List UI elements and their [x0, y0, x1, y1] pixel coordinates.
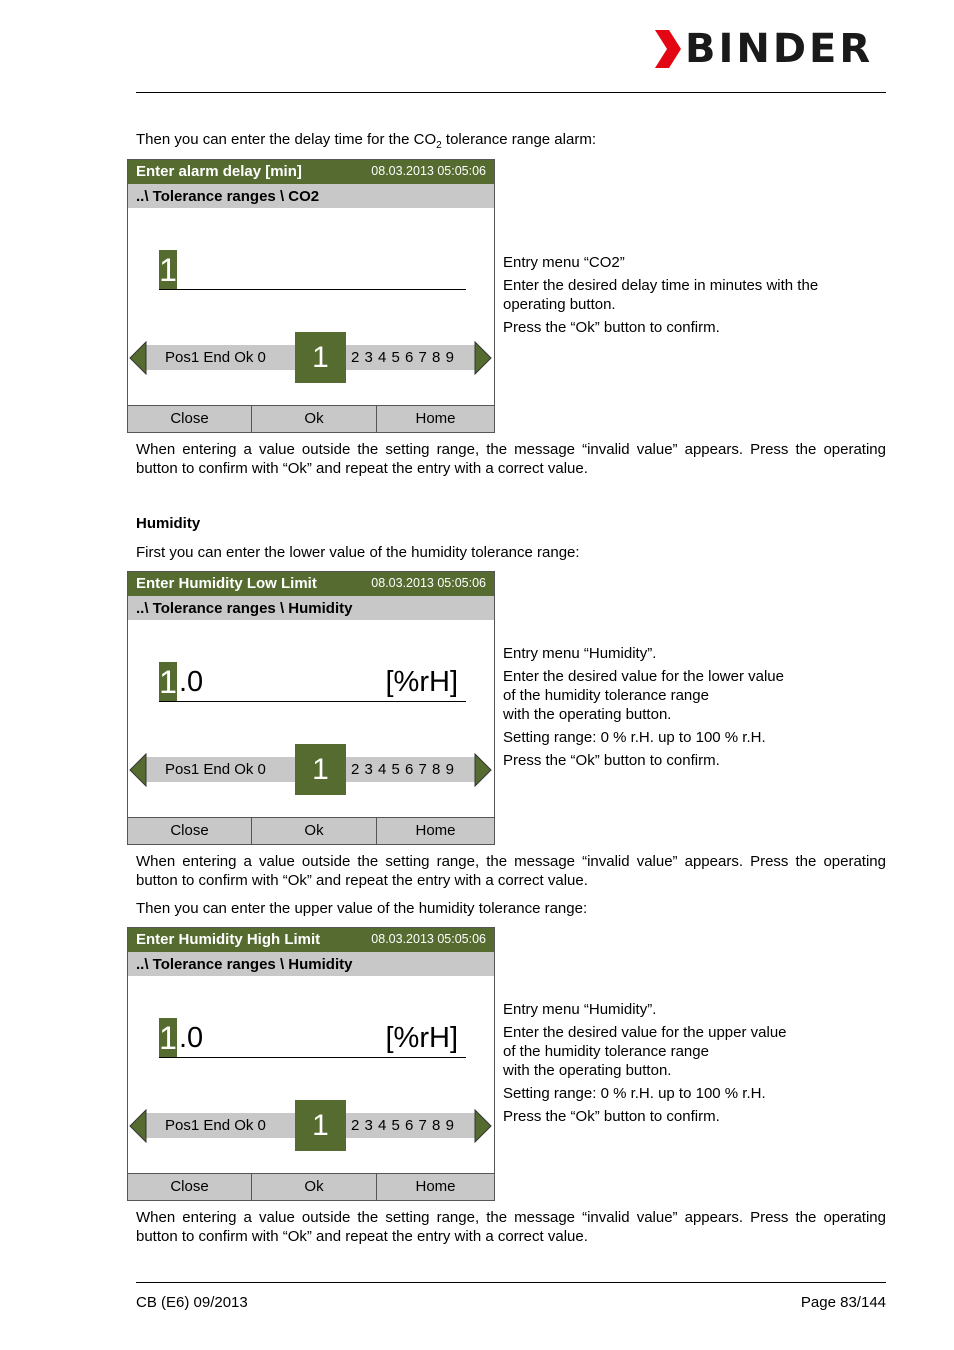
description-line: Entry menu “Humidity”. [503, 645, 657, 662]
description-line: Setting range: 0 % r.H. up to 100 % r.H. [503, 729, 766, 746]
value-unit: [%rH] [385, 666, 458, 698]
screen-title: Enter Humidity High Limit [136, 931, 321, 948]
screen-title-bar [128, 928, 494, 952]
section-heading-humidity: Humidity [136, 515, 201, 532]
value-decimal: .0 [179, 666, 204, 698]
description-line: Press the “Ok” button to confirm. [503, 752, 720, 769]
screen-button-bar [128, 817, 494, 844]
close-button[interactable]: Close [170, 410, 209, 427]
value-decimal: .0 [179, 1022, 204, 1054]
keyboard-selected-digit[interactable]: 1 [295, 332, 346, 383]
footer-rule [136, 1282, 886, 1283]
value-cursor-digit: 1 [159, 664, 177, 700]
header-rule [136, 92, 886, 93]
screen-co2-delay [127, 159, 495, 433]
keyboard-left-options[interactable]: Pos1 End Ok 0 [165, 349, 266, 366]
value-underline [159, 701, 466, 702]
screen-path [128, 952, 494, 976]
invalid-value-note: When entering a value outside the setting range, the message “invalid value” appears. Press the operating button to confirm with “Ok” and repeat the entry with a correct value. [136, 853, 886, 889]
keyboard-selected-digit[interactable]: 1 [295, 744, 346, 795]
keyboard-right-options[interactable]: 2 3 4 5 6 7 8 9 [351, 349, 455, 366]
screen-path [128, 596, 494, 620]
footer-page-number: Page 83/144 [800, 1294, 886, 1311]
screen-button-bar [128, 405, 494, 432]
screen-title: Enter alarm delay [min] [136, 163, 302, 180]
intro-text-after: tolerance range alarm: [441, 131, 596, 148]
description-humidity-high [503, 1000, 883, 1130]
intro-text: Then you can enter the delay time for the CO [136, 131, 437, 148]
value-unit: [%rH] [385, 1022, 458, 1054]
footer-doc-id: CB (E6) 09/2013 [136, 1294, 248, 1311]
home-button[interactable]: Home [376, 1174, 494, 1200]
ok-button[interactable]: Ok [251, 406, 376, 432]
screen-humidity-high [127, 927, 495, 1201]
home-button[interactable]: Home [376, 406, 494, 432]
invalid-value-note: When entering a value outside the setting range, the message “invalid value” appears. Press the operating button to confirm with “Ok” and repeat the entry with a correct value. [136, 1209, 886, 1245]
screen-datetime: 08.03.2013 05:05:06 [371, 576, 486, 590]
value-underline [159, 1057, 466, 1058]
scroll-right-icon[interactable] [474, 1109, 492, 1143]
scroll-left-icon[interactable] [129, 341, 147, 375]
scroll-left-icon[interactable] [129, 753, 147, 787]
screen-datetime: 08.03.2013 05:05:06 [371, 932, 486, 946]
screen-humidity-low [127, 571, 495, 845]
screen-title-bar [128, 160, 494, 184]
close-button[interactable]: Close [170, 1178, 209, 1195]
ok-button[interactable]: Ok [251, 1174, 376, 1200]
value-cursor-digit: 1 [159, 252, 177, 288]
value-underline [159, 289, 466, 290]
keyboard-selected-digit[interactable]: 1 [295, 1100, 346, 1151]
screen-button-bar [128, 1173, 494, 1200]
intro-co2 [136, 130, 886, 155]
description-line: Press the “Ok” button to confirm. [503, 1108, 720, 1125]
screen-title-bar [128, 572, 494, 596]
upper-intro: Then you can enter the upper value of the humidity tolerance range: [136, 900, 588, 917]
scroll-right-icon[interactable] [474, 753, 492, 787]
description-humidity-low [503, 644, 883, 774]
screen-title: Enter Humidity Low Limit [136, 575, 317, 592]
keyboard-right-options[interactable]: 2 3 4 5 6 7 8 9 [351, 761, 455, 778]
keyboard-right-options[interactable]: 2 3 4 5 6 7 8 9 [351, 1117, 455, 1134]
scroll-right-icon[interactable] [474, 341, 492, 375]
screen-path-text: ..\ Tolerance ranges \ Humidity [136, 956, 353, 973]
binder-logo-icon [655, 30, 683, 68]
screen-path-text: ..\ Tolerance ranges \ CO2 [136, 188, 320, 205]
close-button[interactable]: Close [170, 822, 209, 839]
description-line: Enter the desired value for the lower value of the humidity tolerance range with the operating button. [503, 668, 784, 723]
screen-datetime: 08.03.2013 05:05:06 [371, 164, 486, 178]
description-line: Press the “Ok” button to confirm. [503, 319, 720, 336]
description-line: Setting range: 0 % r.H. up to 100 % r.H. [503, 1085, 766, 1102]
screen-path-text: ..\ Tolerance ranges \ Humidity [136, 600, 353, 617]
description-line: Entry menu “CO2” [503, 254, 625, 271]
invalid-value-note: When entering a value outside the setting range, the message “invalid value” appears. Press the operating button to confirm with “Ok” and repeat the entry with a correct value. [136, 441, 886, 477]
scroll-left-icon[interactable] [129, 1109, 147, 1143]
home-button[interactable]: Home [376, 818, 494, 844]
screen-path [128, 184, 494, 208]
description-line: Enter the desired delay time in minutes with the operating button. [503, 277, 819, 313]
intro-subscript: 2 [436, 140, 442, 151]
brand-name: BINDER [685, 26, 874, 72]
keyboard-left-options[interactable]: Pos1 End Ok 0 [165, 1117, 266, 1134]
description-co2 [503, 253, 883, 341]
humidity-intro: First you can enter the lower value of the humidity tolerance range: [136, 544, 580, 561]
value-cursor-digit: 1 [159, 1020, 177, 1056]
keyboard-left-options[interactable]: Pos1 End Ok 0 [165, 761, 266, 778]
binder-logo [655, 26, 887, 72]
description-line: Entry menu “Humidity”. [503, 1001, 657, 1018]
description-line: Enter the desired value for the upper value of the humidity tolerance range with the operating button. [503, 1024, 787, 1079]
ok-button[interactable]: Ok [251, 818, 376, 844]
